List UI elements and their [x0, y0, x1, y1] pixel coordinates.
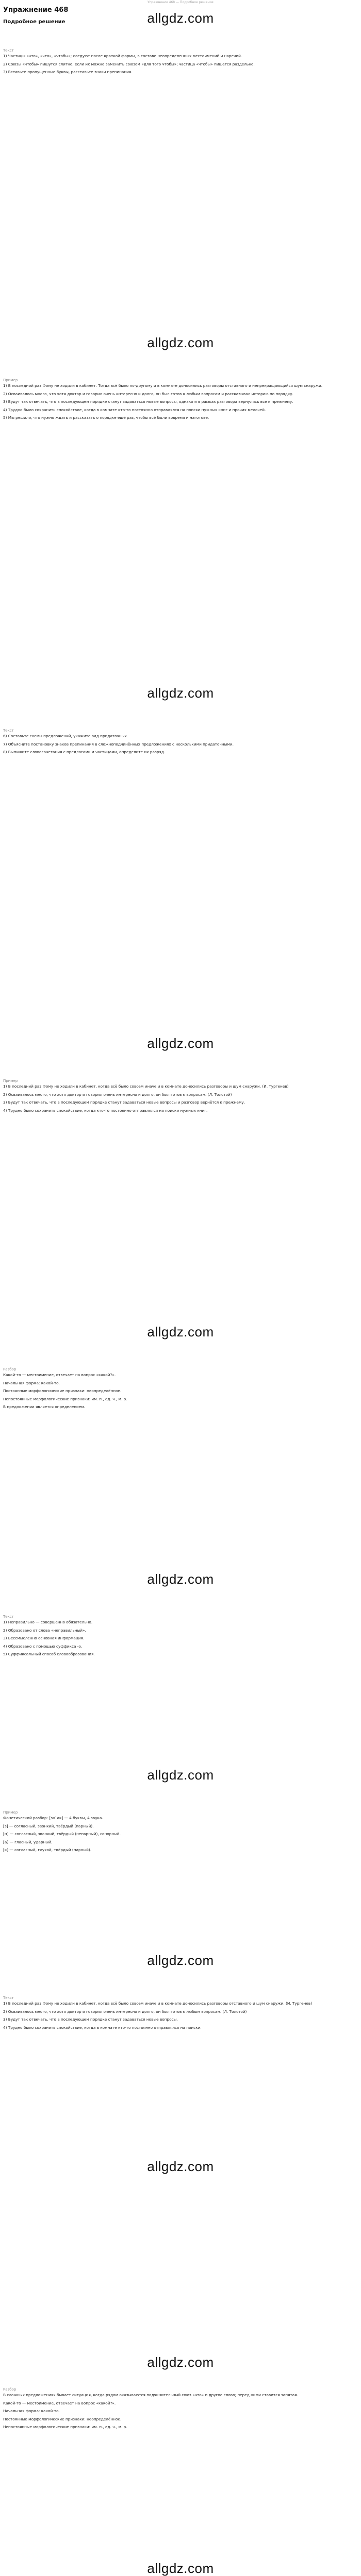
- paragraph: Фонетический разбор: [зн`ак] — 4 буквы, 4 звука.: [3, 1816, 103, 1820]
- watermark-logo: allgdz.com: [147, 2561, 214, 2576]
- watermark-logo: allgdz.com: [147, 685, 214, 701]
- paragraph: 6) Составьте схемы предложений, укажите вид придаточных.: [3, 734, 128, 738]
- paragraph: Какой-то — местоимение, отвечает на вопрос «какой?».: [3, 2400, 116, 2405]
- section-tag: Текст: [3, 1996, 14, 2000]
- paragraph: Непостоянные морфологические признаки: им. п., ед. ч., м. р.: [3, 2425, 127, 2430]
- paragraph: 3) Будут так отвечать, что в последующем порядке станут задаваться новые вопросы и разговор вернётся к прежнему.: [3, 1100, 245, 1105]
- paragraph: 3) Бессмысленно основная информация.: [3, 1636, 85, 1641]
- content-section: [3, 2385, 358, 2433]
- paragraph: [а] — гласный, ударный.: [3, 1839, 53, 1844]
- paragraph: Постоянные морфологические признаки: неопределённое.: [3, 1388, 122, 1394]
- paragraph: 1) В последний раз Фому не ходили в кабинет. Тогда всё было по-другому и в комнате доносились разговоры отставного и непрекращающийся шум снаружи.: [3, 383, 323, 388]
- section-tag: Пример: [3, 1079, 18, 1083]
- paragraph: [з] — согласный, звонкий, твёрдый (парный).: [3, 1823, 94, 1828]
- section-tag: Текст: [3, 728, 14, 733]
- section-tag: Текст: [3, 48, 14, 53]
- paragraph: 2) Осваивалось много, что хотя доктор и говорил очень интересно и долго, он был готов к любым вопросам и рассказывал историю по порядку.: [3, 391, 293, 396]
- paragraph: В сложных предложениях бывает ситуация, когда рядом оказываются подчинительный союз «что» и другое слово; перед ними ставится запятая.: [3, 2393, 298, 2397]
- paragraph: 4) Трудно было сохранить спокойствие, когда в комнате кто-то постоянно отправлялся на поиски.: [3, 2025, 202, 2030]
- paragraph: Непостоянные морфологические признаки: им. п., ед. ч., м. р.: [3, 1396, 127, 1401]
- paragraph: 4) Трудно было сохранить спокойствие, когда в комнате кто-то постоянно отправлялся на поиски нужных книг и прочих мелочей.: [3, 407, 266, 412]
- section-tag: Разбор: [3, 1367, 17, 1371]
- section-tag: Текст: [3, 1615, 14, 1619]
- paragraph: Постоянные морфологические признаки: неопределённое.: [3, 2416, 122, 2421]
- content-section: [3, 1077, 358, 1116]
- top-caption: Упражнение 468 — Подробное решение: [147, 1, 214, 4]
- paragraph: 2) Осваивалось много, что хотя доктор и говорил очень интересно и долго, он был готов к вопросам. (Л. Толстой): [3, 1092, 232, 1097]
- section-tag: Пример: [3, 1810, 18, 1815]
- paragraph: 2) Образовано от слова «неправильный».: [3, 1628, 86, 1633]
- paragraph: 2) Осваивалось много, что хотя доктор и говорил очень интересно и долго, он был готов к любым вопросам. (Л. Толстой): [3, 2009, 247, 2014]
- paragraph: [к] — согласный, глухой, твёрдый (парный).: [3, 1848, 92, 1853]
- content-section: [3, 1365, 358, 1413]
- content-section: [3, 1613, 358, 1660]
- paragraph: 3) Будут так отвечать, что в последующем порядке станут задаваться новые вопросы, однако и в рамках разговора вернулись все к прежнему.: [3, 399, 293, 404]
- page-title: Упражнение 468: [3, 6, 69, 14]
- paragraph: 4) Трудно было сохранить спокойствие, когда кто-то постоянно отправлялся на поиски нужных книг.: [3, 1108, 208, 1113]
- watermark-logo: allgdz.com: [147, 2354, 214, 2370]
- watermark-logo: allgdz.com: [147, 335, 214, 350]
- watermark-logo: allgdz.com: [147, 1324, 214, 1340]
- content-section: [3, 46, 358, 78]
- content-section: [3, 1808, 358, 1856]
- watermark-logo: allgdz.com: [147, 1953, 214, 1968]
- paragraph: 1) Частицы «что», «что», «чтобы»; следуют после краткой формы, в составе неопределенных местоимений и наречий.: [3, 54, 242, 58]
- content-section: [3, 726, 358, 758]
- paragraph: 5) Мы решили, что нужно ждать и рассказать о порядке ещё раз, чтобы всё были вовремя и наготове.: [3, 415, 209, 420]
- paragraph: 3) Вставьте пропущенные буквы, расставьте знаки препинания.: [3, 70, 133, 75]
- document-page: [0, 5, 361, 2576]
- watermark-logo: allgdz.com: [147, 1036, 214, 1051]
- paragraph: 2) Союзы «чтобы» пишутся слитно, если их можно заменить союзом «для того чтобы»; частица «чтобы» пишется раздельно.: [3, 61, 255, 66]
- paragraph: 1) Неправильно — совершенно обязательно.: [3, 1620, 93, 1624]
- section-tag: Пример: [3, 378, 18, 382]
- paragraph: Какой-то — местоимение, отвечает на вопрос «какой?».: [3, 1372, 116, 1377]
- paragraph: [н] — согласный, звонкий, твёрдый (непарный), сонорный.: [3, 1832, 121, 1837]
- paragraph: Начальная форма: какой-то.: [3, 1380, 60, 1385]
- paragraph: 5) Суффиксальный способ словообразования.: [3, 1652, 95, 1657]
- paragraph: В предложении является определением.: [3, 1404, 86, 1410]
- watermark-logo: allgdz.com: [147, 10, 214, 26]
- paragraph: 1) В последний раз Фому не ходили в кабинет, когда всё было совсем иначе и в комнате доносились разговоры отставного и шум снаружи. (И. Тургенев): [3, 2001, 313, 2006]
- paragraph: 4) Образовано с помощью суффикса -о.: [3, 1643, 83, 1649]
- paragraph: 1) В последний раз Фому не ходили в кабинет, когда всё было совсем иначе и в комнате доносились разговоры и шум снаружи. (И. Тургенев): [3, 1084, 289, 1089]
- content-section: [3, 376, 358, 423]
- watermark-logo: allgdz.com: [147, 1571, 214, 1587]
- paragraph: Начальная форма: какой-то.: [3, 2409, 60, 2414]
- paragraph: 8) Выпишите словосочетания с предлогами и частицами, определите их разряд.: [3, 750, 166, 755]
- page-subtitle: Подробное решение: [3, 19, 65, 25]
- watermark-logo: allgdz.com: [147, 1767, 214, 1783]
- paragraph: 3) Будут так отвечать, что в последующем порядке станут задаваться новые вопросы.: [3, 2017, 178, 2022]
- section-tag: Разбор: [3, 2387, 17, 2392]
- paragraph: 7) Объясните постановку знаков препинания в сложноподчинённых предложениях с несколькими придаточными.: [3, 741, 234, 747]
- content-section: [3, 1994, 358, 2033]
- watermark-logo: allgdz.com: [147, 2159, 214, 2174]
